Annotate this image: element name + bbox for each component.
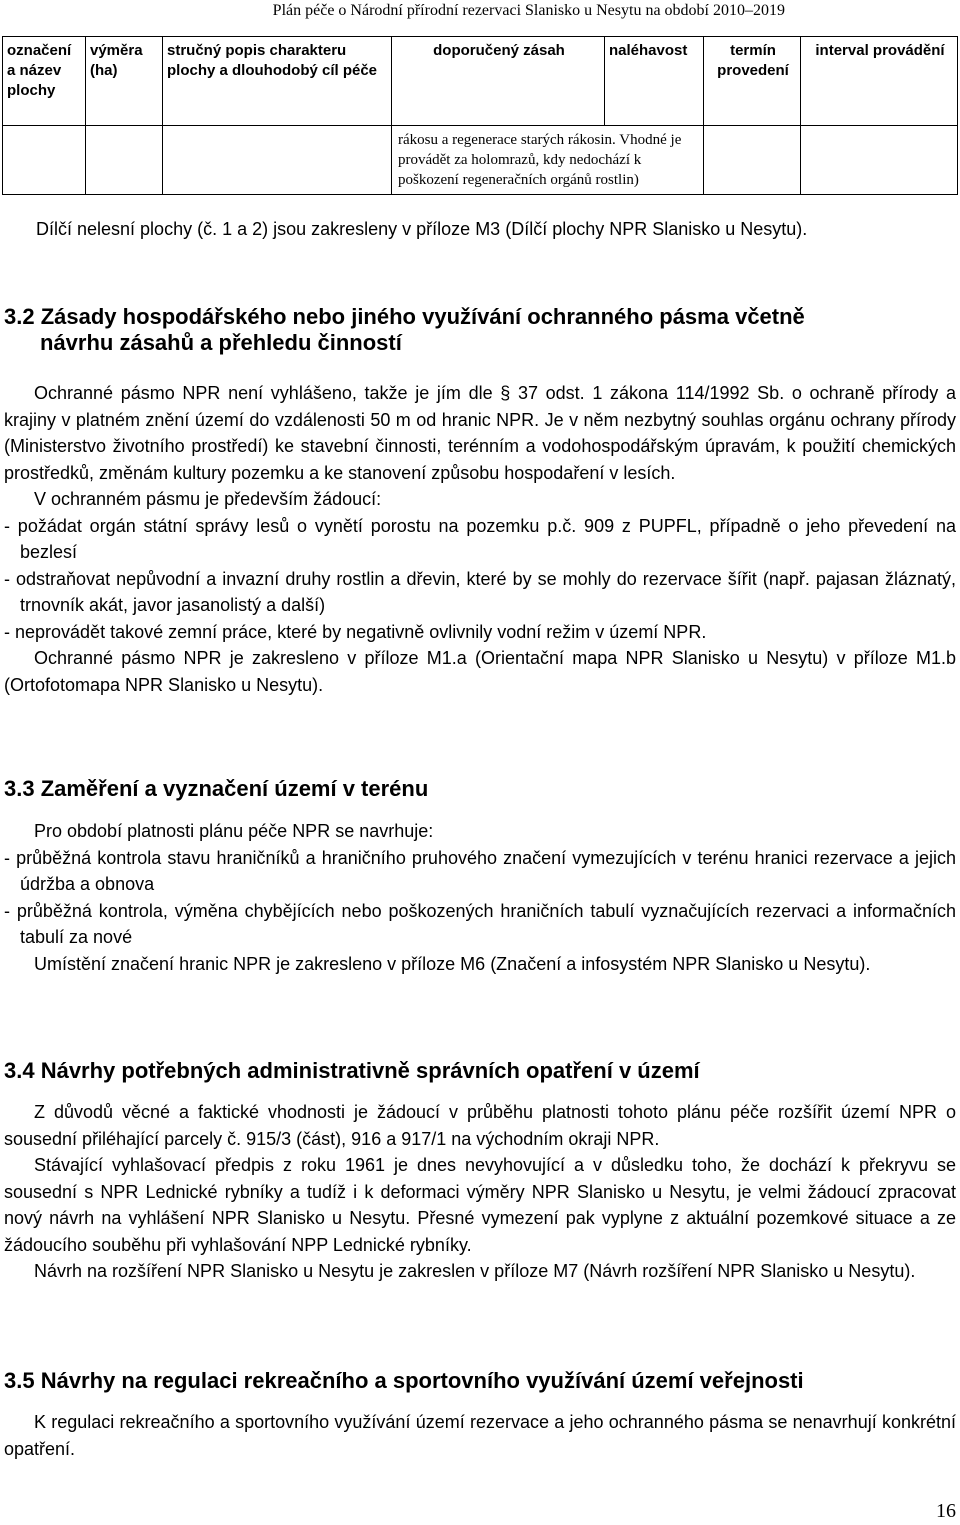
col-header: označení a název plochy xyxy=(3,37,86,126)
paragraph xyxy=(4,645,956,698)
col-header: doporučený zásah xyxy=(392,37,605,126)
paragraph-text: Návrh na rozšíření NPR Slanisko u Nesytu je zakreslen v příloze M7 (Návrh rozšíření NPR Slanisko u Nesytu). xyxy=(34,1261,916,1281)
section-3-4-body xyxy=(4,1099,956,1285)
paragraph xyxy=(4,380,956,486)
list-item: - průběžná kontrola, výměna chybějících nebo poškozených hraničních tabulí vyznačujících rezervaci a informačních tabulí za nové xyxy=(4,900,956,947)
paragraph xyxy=(4,1409,956,1462)
table-header-row xyxy=(3,37,958,126)
paragraph xyxy=(4,951,956,978)
table-cell: rákosu a regenerace starých rákosin. Vhodné je provádět za holomrazů, kdy nedochází k poškození regeneračních orgánů rostlin) xyxy=(392,126,704,195)
paragraph xyxy=(4,1152,956,1258)
paragraph-text: V ochranném pásmu je především žádoucí: xyxy=(34,489,382,509)
section-3-2-heading xyxy=(4,304,805,356)
paragraph xyxy=(4,1258,956,1285)
section-3-3-heading: 3.3 Zaměření a vyznačení území v terénu xyxy=(4,776,429,801)
section-3-4-heading: 3.4 Návrhy potřebných administrativně správních opatření v území xyxy=(4,1058,700,1083)
table-cell xyxy=(163,126,392,195)
paragraph-text: Stávající vyhlašovací předpis z roku 1961 je dnes nevyhovující a v důsledku toho, že dochází k překryvu se sousední s NPR Lednické rybníky a tudíž i k deformaci výměry NPR Slanisko u Nesytu, je velmi žádoucí zpracovat nový návrh na vyhlášení NPR Slanisko u Nesytu. Přesné vymezení pak vyplyne z aktuální pozemkové situace a ze žádoucího souběhu při vyhlašování NPP Lednické rybníky. xyxy=(4,1155,956,1255)
list-item: - průběžná kontrola stavu hraničníků a hraničního pruhového značení vymezujících v terénu hranici rezervace a jejich údržba a obnova xyxy=(4,847,956,894)
list-item: - neprovádět takové zemní práce, které by negativně ovlivnily vodní režim v území NPR. xyxy=(4,621,707,642)
heading-line: návrhu zásahů a přehledu činností xyxy=(40,330,402,355)
list-item: - odstraňovat nepůvodní a invazní druhy rostlin a dřevin, které by se mohly do rezervace šířit (např. pajasan žláznatý, trnovník akát, javor jasanolistý a další) xyxy=(4,568,956,615)
section-3-3-body xyxy=(4,818,956,977)
col-header: termín provedení xyxy=(704,37,801,126)
table-row xyxy=(3,126,958,195)
heading-line: 3.2 Zásady hospodářského nebo jiného využívání ochranného pásma včetně xyxy=(4,304,805,329)
paragraph-text: Pro období platnosti plánu péče NPR se navrhuje: xyxy=(34,821,434,841)
col-header: naléhavost xyxy=(605,37,704,126)
paragraph-text: Ochranné pásmo NPR je zakresleno v příloze M1.a (Orientační mapa NPR Slanisko u Nesytu) v příloze M1.b (Ortofotomapa NPR Slanisko u Nesytu). xyxy=(4,648,956,695)
table-note: Dílčí nelesní plochy (č. 1 a 2) jsou zakresleny v příloze M3 (Dílčí plochy NPR Slanisko u Nesytu). xyxy=(36,219,808,239)
col-header: stručný popis charakteru plochy a dlouhodobý cíl péče xyxy=(163,37,392,126)
section-3-5-body xyxy=(4,1409,956,1462)
page-header: Plán péče o Národní přírodní rezervaci Slanisko u Nesytu na období 2010–2019 xyxy=(272,2,785,19)
measures-table xyxy=(2,36,958,195)
col-header: výměra (ha) xyxy=(86,37,163,126)
paragraph xyxy=(4,818,956,845)
col-header: interval provádění xyxy=(801,37,958,126)
table-cell xyxy=(801,126,958,195)
list-item: - požádat orgán státní správy lesů o vynětí porostu na pozemku p.č. 909 z PUPFL, případně o jeho převedení na bezlesí xyxy=(4,515,956,562)
page-number: 16 xyxy=(936,1500,956,1522)
paragraph-text: Umístění značení hranic NPR je zakresleno v příloze M6 (Značení a infosystém NPR Slanisko u Nesytu). xyxy=(34,953,871,974)
paragraph-text: Ochranné pásmo NPR není vyhlášeno, takže je jím dle § 37 odst. 1 zákona 114/1992 Sb. o ochraně přírody a krajiny v platném znění území do vzdálenosti 50 m od hranic NPR. Je v něm nezbytný souhlas orgánu ochrany přírody (Ministerstvo životního prostředí) ke stavební činnosti, terénním a vodohospodářským úpravám, k použití chemických prostředků, změnám kultury pozemku a ke stanovení způsobu hospodaření v lesích. xyxy=(4,383,956,483)
section-3-2-body xyxy=(4,380,956,698)
table-cell xyxy=(86,126,163,195)
paragraph xyxy=(4,486,956,513)
paragraph xyxy=(4,1099,956,1152)
section-3-5-heading: 3.5 Návrhy na regulaci rekreačního a sportovního využívání území veřejnosti xyxy=(4,1368,804,1393)
table-cell xyxy=(3,126,86,195)
paragraph-text: Z důvodů věcné a faktické vhodnosti je žádoucí v průběhu platnosti tohoto plánu péče rozšířit území NPR o sousední přiléhající parcely č. 915/3 (část), 916 a 917/1 na východním okraji NPR. xyxy=(4,1102,956,1149)
paragraph-text: K regulaci rekreačního a sportovního využívání území rezervace a jeho ochranného pásma se nenavrhují konkrétní opatření. xyxy=(4,1412,956,1459)
table-cell xyxy=(704,126,801,195)
